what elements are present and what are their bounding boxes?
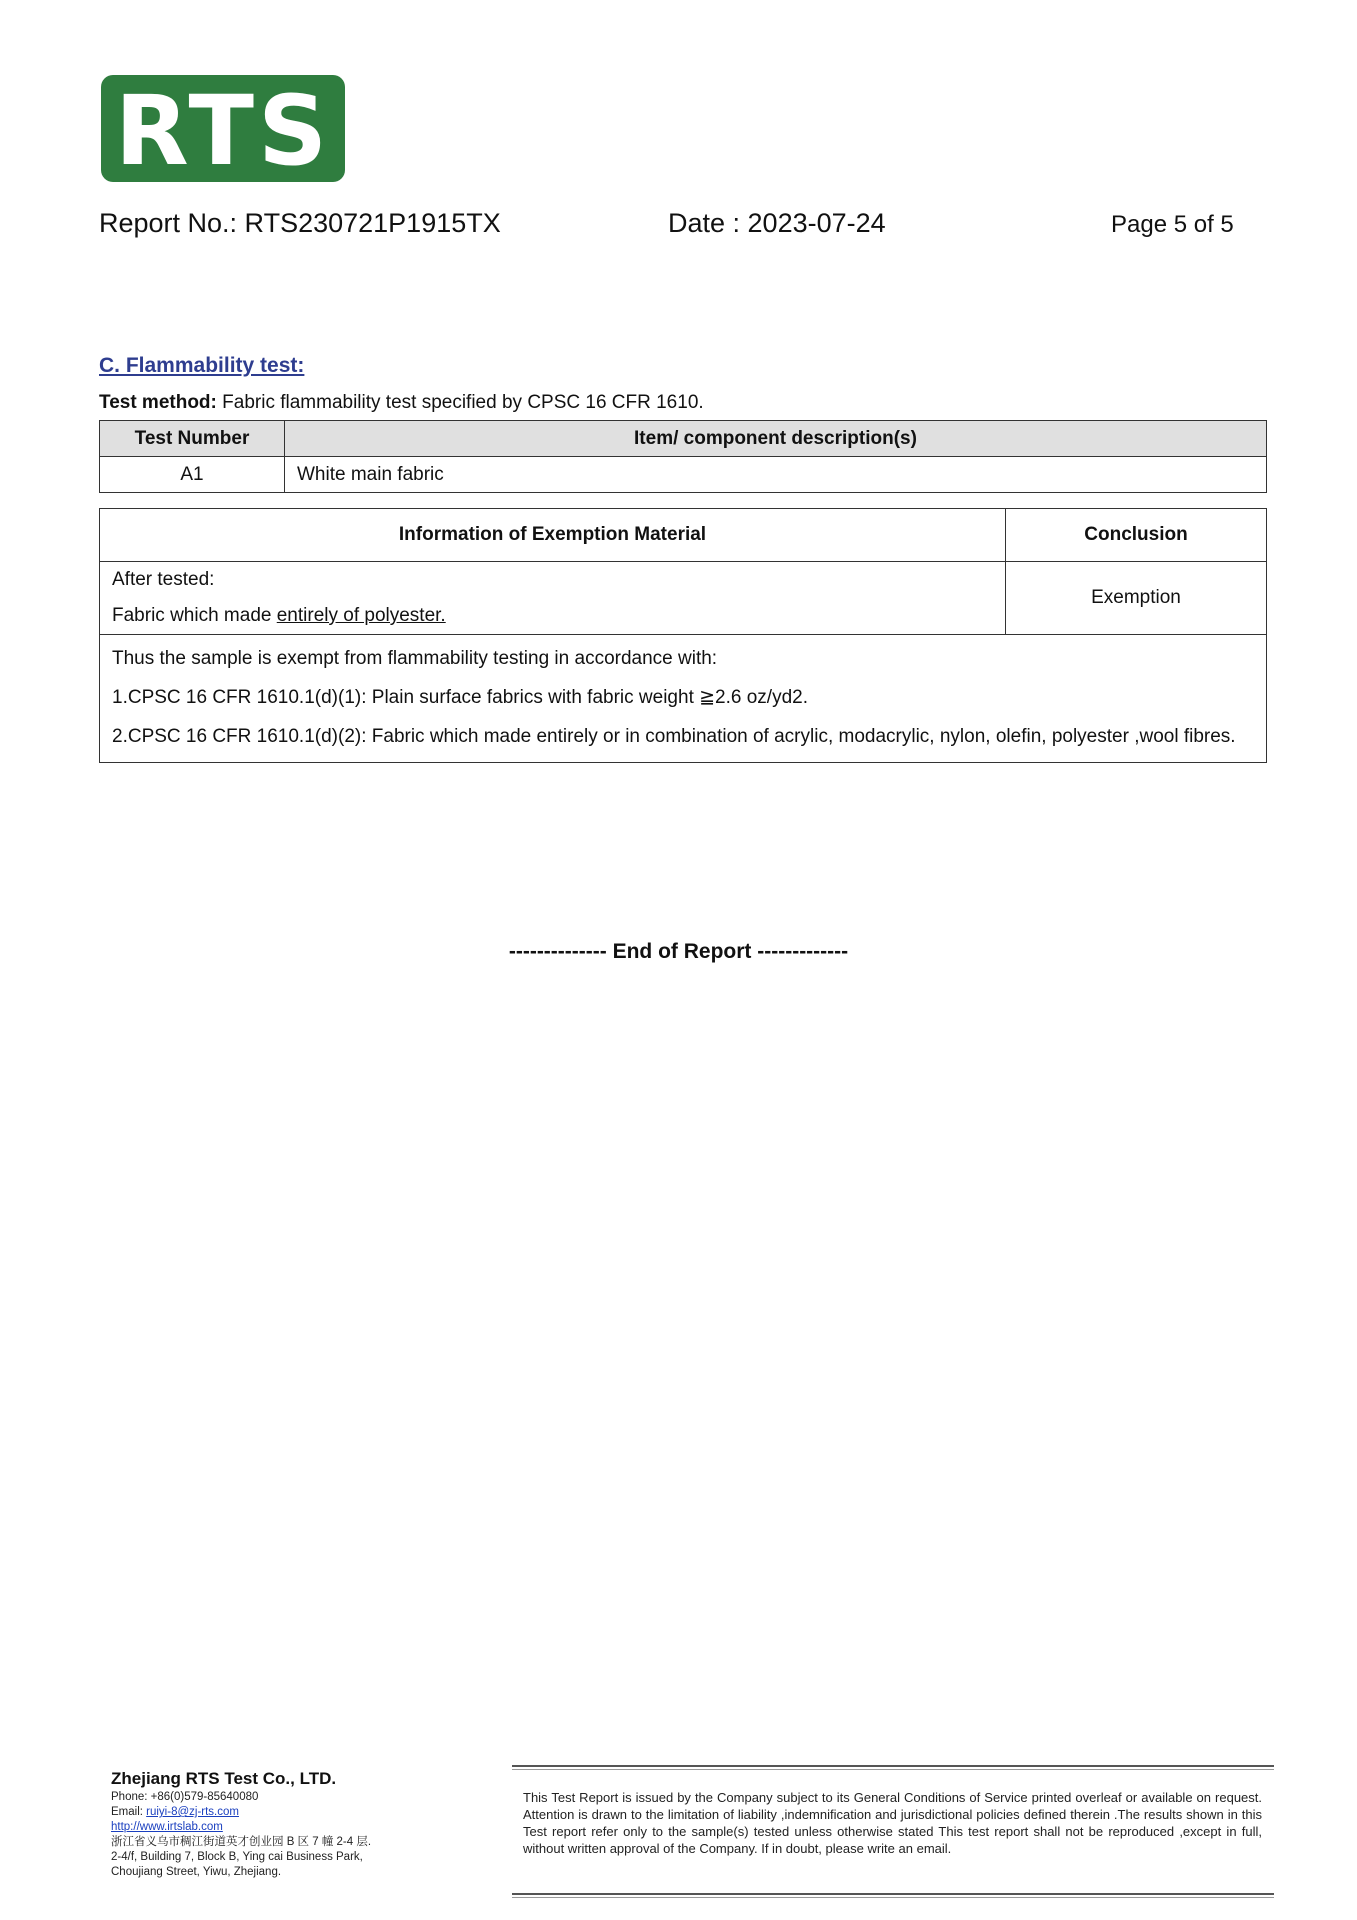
email-label: Email: [111, 1806, 147, 1818]
cell-description: White main fabric [285, 457, 1267, 493]
exemption-table-header [100, 509, 1267, 562]
footer-divider-top-thin [512, 1769, 1274, 1770]
address-cn: 浙江省义乌市稠江街道英才创业园 B 区 7 幢 2-4 层. [111, 1836, 372, 1848]
logo-text: RTS [114, 74, 332, 187]
email-link[interactable]: ruiyi-8@zj-rts.com [146, 1806, 239, 1818]
company-email-line [111, 1805, 371, 1820]
header-description: Item/ component description(s) [285, 421, 1267, 457]
footer-divider-top [512, 1765, 1274, 1767]
after-tested-label: After tested: [112, 569, 215, 590]
header-test-number: Test Number [100, 421, 285, 457]
note-1: 1.CPSC 16 CFR 1610.1(d)(1): Plain surface fabrics with fabric weight ≧2.6 oz/yd2. [112, 687, 808, 708]
end-of-report: -------------- End of Report ------------- [508, 940, 849, 963]
company-phone: Phone: +86(0)579-85640080 [111, 1791, 259, 1803]
sample-table-header [100, 421, 1267, 457]
disclaimer: This Test Report is issued by the Company subject to its General Conditions of Service printed overleaf or available on request. Attention is drawn to the limitation of liability ,indemnification and jurisdictional policies defined therein .The results shown in this Test report refer only to the sample(s) tested unless otherwise stated This test report shall not be reproduced ,except in full, without written approval of the Company. If in doubt, please write an email. [523, 1790, 1262, 1856]
test-method [99, 392, 704, 414]
note-intro: Thus the sample is exempt from flammability testing in accordance with: [112, 648, 718, 669]
test-method-label: Test method: [99, 392, 217, 413]
test-method-text: Fabric flammability test specified by CPSC 16 CFR 1610. [216, 392, 704, 413]
section-title: C. Flammability test: [99, 354, 305, 377]
fabric-prefix: Fabric which made [112, 605, 277, 626]
exemption-notes [100, 635, 1267, 763]
exemption-table [99, 508, 1267, 763]
cell-test-number: A1 [100, 457, 285, 493]
address-line-2: Choujiang Street, Yiwu, Zhejiang. [111, 1866, 282, 1878]
note-2: 2.CPSC 16 CFR 1610.1(d)(2): Fabric which made entirely or in combination of acrylic, modacrylic, nylon, olefin, polyester ,wool fibres. [112, 726, 1236, 747]
cell-conclusion: Exemption [1006, 562, 1267, 635]
report-number: Report No.: RTS230721P1915TX [99, 208, 501, 238]
company-info [111, 1768, 371, 1880]
page-number: Page 5 of 5 [1111, 211, 1234, 238]
fabric-underlined: entirely of polyester. [276, 605, 446, 626]
company-name: Zhejiang RTS Test Co., LTD. [111, 1769, 337, 1788]
footer-divider-bottom [512, 1893, 1274, 1895]
fabric-statement [112, 598, 993, 634]
website-link[interactable]: http://www.irtslab.com [111, 1821, 223, 1833]
header-exemption-info: Information of Exemption Material [100, 509, 1006, 562]
cell-exemption-info [100, 562, 1006, 635]
table-row [100, 635, 1267, 763]
footer-divider-bottom-thin [512, 1897, 1274, 1898]
address-line-1: 2-4/f, Building 7, Block B, Ying cai Business Park, [111, 1851, 363, 1863]
report-date: Date : 2023-07-24 [668, 208, 886, 238]
sample-table [99, 420, 1267, 493]
table-row [100, 457, 1267, 493]
rts-logo [101, 74, 345, 187]
table-row [100, 562, 1267, 635]
header-conclusion: Conclusion [1006, 509, 1267, 562]
